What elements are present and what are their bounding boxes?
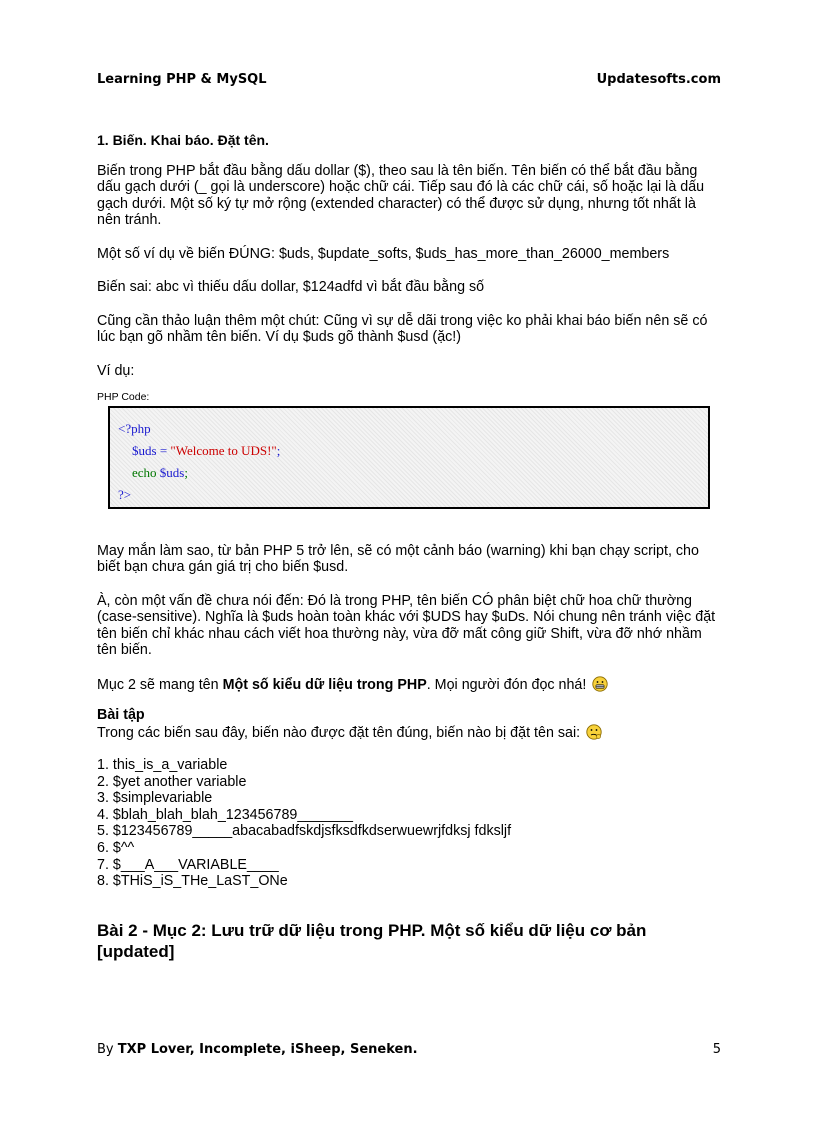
prompt-text: Trong các biến sau đây, biến nào được đặt tên đúng, biến nào bị đặt tên sai: (97, 724, 581, 741)
next-section-heading: Bài 2 - Mục 2: Lưu trữ dữ liệu trong PHP. Một số kiểu dữ liệu cơ bản [updated] (97, 920, 647, 961)
footer-credits (97, 1042, 418, 1057)
text-run: Mục 2 sẽ mang tên (97, 676, 223, 693)
footer-authors: TXP Lover, Incomplete, iSheep, Seneken. (117, 1042, 418, 1057)
running-header (97, 72, 721, 87)
paragraph: May mắn làm sao, từ bản PHP 5 trở lên, sẽ có một cảnh báo (warning) khi bạn chạy script, cho biết bạn chưa gán giá trị cho biến $usd. (97, 542, 699, 575)
code-variable: $uds (132, 442, 157, 458)
section-heading: 1. Biến. Khai báo. Đặt tên. (97, 132, 269, 148)
code-operator: = (156, 442, 171, 458)
main-content (97, 132, 723, 962)
list-item: 8. $THiS_iS_THe_LaST_ONe (97, 873, 288, 890)
page-number: 5 (712, 1042, 721, 1057)
paragraph (97, 676, 723, 694)
paragraph: Ví dụ: (97, 362, 135, 379)
list-item: 1. this_is_a_variable (97, 757, 228, 773)
grin-smiley-icon (592, 676, 608, 692)
code-semicolon: ; (276, 442, 281, 458)
php-close-tag: ?> (118, 486, 132, 502)
footer-by: By (97, 1042, 118, 1057)
list-item: 4. $blah_blah_blah_123456789_______ (97, 806, 354, 823)
list-item: 6. $^^ (97, 839, 135, 856)
text-run: . Mọi người đón đọc nhá! (426, 676, 587, 693)
paragraph: À, còn một vấn đề chưa nói đến: Đó là trong PHP, tên biến CÓ phân biệt chữ hoa chữ thường (case-sensitive). Nghĩa là $uds hoàn toàn khác với $UDS hay $uDs. Nói chung nên tránh việc đặt tên biến chỉ khác nhau cách viết hoa thường này, vừa đỡ mất công giữ Shift, vừa đỡ nhớ nhầm tên biến. (97, 592, 716, 658)
header-site: Updatesofts.com (596, 72, 721, 87)
code-variable: $uds (159, 464, 185, 480)
list-item: 2. $yet another variable (97, 773, 247, 790)
php-open-tag: <?php (118, 420, 151, 436)
running-footer (97, 1042, 721, 1057)
thinking-smiley-icon (586, 724, 602, 740)
paragraph: Một số ví dụ về biến ĐÚNG: $uds, $update_softs, $uds_has_more_than_26000_members (97, 245, 670, 262)
code-block (108, 406, 710, 509)
paragraph: Biến sai: abc vì thiếu dấu dollar, $124adfd vì bắt đầu bằng số (97, 279, 485, 295)
bold-text-run: Một số kiểu dữ liệu trong PHP (222, 676, 427, 693)
code-keyword: echo (132, 464, 160, 480)
exercise-list (97, 757, 723, 890)
code-label: PHP Code: (97, 391, 150, 403)
exercise-title: Bài tập (97, 707, 145, 723)
list-item: 5. $123456789_____abacabadfskdjsfksdfkdserwuewrjfdksj fdksljf (97, 823, 512, 840)
paragraph: Biến trong PHP bắt đầu bằng dấu dollar ($), theo sau là tên biến. Tên biến có thể bắt đầu bằng dấu gạch dưới (_ gọi là underscore) hoặc chữ cái. Tiếp sau đó là các chữ cái, số hoặc lại là dấu gạch dưới. Một số ký tự mở rộng (extended character) có thể được sử dụng, nhưng tốt nhất là nên tránh. (97, 162, 705, 228)
code-string: "Welcome to UDS!" (170, 442, 277, 458)
list-item: 3. $simplevariable (97, 790, 213, 807)
list-item: 7. $___A___VARIABLE____ (97, 856, 279, 873)
code-semicolon: ; (184, 464, 188, 480)
header-title: Learning PHP & MySQL (97, 72, 267, 87)
exercise-prompt (97, 724, 723, 742)
paragraph: Cũng cần thảo luận thêm một chút: Cũng vì sự dễ dãi trong việc ko phải khai báo biến nên sẽ có lúc bạn gõ nhầm tên biến. Ví dụ $uds gõ thành $usd (ặc!) (97, 312, 708, 345)
